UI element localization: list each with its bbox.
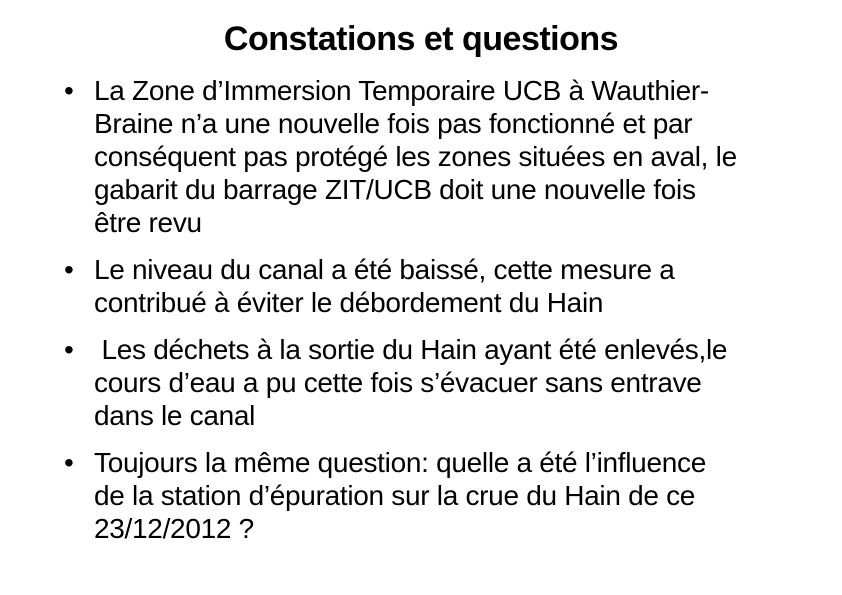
bullet-line: Les déchets à la sortie du Hain ayant été enlevés,le xyxy=(94,334,728,365)
bullet-item xyxy=(64,333,792,432)
bullet-line: 23/12/2012 ? xyxy=(94,513,254,544)
bullet-line: Braine n’a une nouvelle fois pas fonctionné et par xyxy=(94,108,693,139)
bullet-line: Le niveau du canal a été baissé, cette mesure a xyxy=(94,254,675,285)
bullet-item xyxy=(64,253,792,319)
bullet-text xyxy=(94,253,792,319)
bullet-marker: • xyxy=(64,334,74,365)
bullet-line: de la station d’épuration sur la crue du Hain de ce xyxy=(94,480,696,511)
bullet-line: contribué à éviter le débordement du Hain xyxy=(94,287,604,318)
slide-title: Constations et questions xyxy=(223,20,619,58)
bullet-line: gabarit du barrage ZIT/UCB doit une nouvelle fois xyxy=(94,174,696,205)
bullet-line: conséquent pas protégé les zones situées en aval, le xyxy=(94,141,737,172)
bullet-marker: • xyxy=(64,254,74,285)
bullet-text xyxy=(94,333,792,432)
bullet-line: La Zone d’Immersion Temporaire UCB à Wauthier- xyxy=(94,75,709,106)
bullet-list xyxy=(0,74,842,545)
bullet-marker: • xyxy=(64,75,74,106)
bullet-line: être revu xyxy=(94,207,202,238)
bullet-text xyxy=(94,74,792,239)
bullet-item xyxy=(64,74,792,239)
bullet-marker: • xyxy=(64,447,74,478)
bullet-line: Toujours la même question: quelle a été l’influence xyxy=(94,447,706,478)
bullet-text xyxy=(94,446,792,545)
bullet-line: dans le canal xyxy=(94,400,256,431)
bullet-line: cours d’eau a pu cette fois s’évacuer sans entrave xyxy=(94,367,702,398)
bullet-item xyxy=(64,446,792,545)
